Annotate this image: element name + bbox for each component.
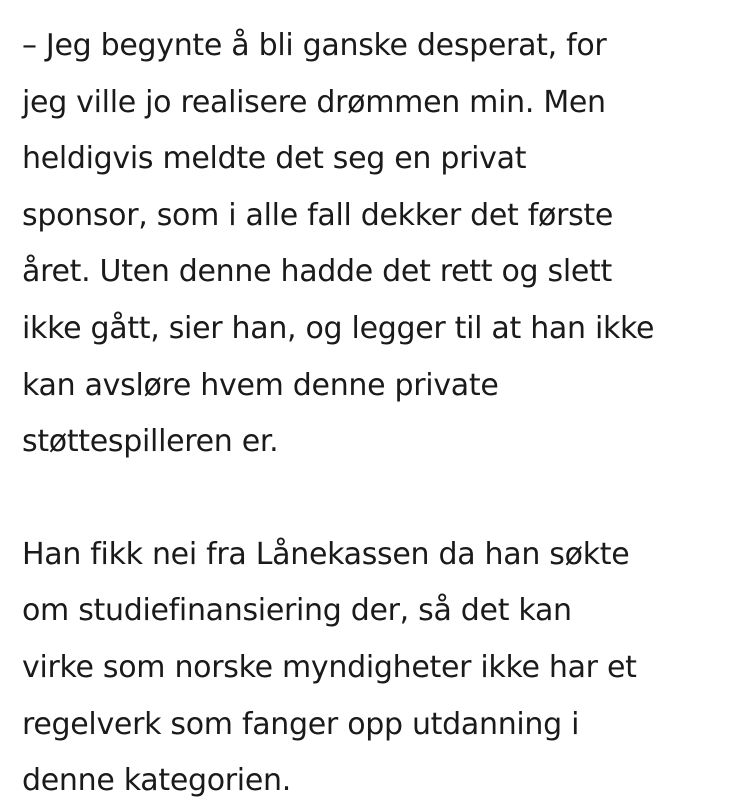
paragraph-line: regelverk som fanger opp utdanning i	[22, 706, 580, 742]
article-paragraph-lanekassen	[22, 527, 732, 810]
paragraph-line: sponsor, som i alle fall dekker det første	[22, 197, 614, 233]
article-body	[22, 18, 732, 810]
paragraph-line: virke som norske myndigheter ikke har et	[22, 649, 637, 685]
paragraph-line: året. Uten denne hadde det rett og slett	[22, 254, 612, 290]
paragraph-line: støttespilleren er.	[22, 424, 279, 460]
paragraph-line: jeg ville jo realisere drømmen min. Men	[22, 84, 606, 120]
paragraph-line: heldigvis meldte det seg en privat	[22, 141, 527, 177]
paragraph-line: denne kategorien.	[22, 763, 291, 799]
article-paragraph-quote	[22, 18, 732, 471]
paragraph-line: Han fikk nei fra Lånekassen da han søkte	[22, 536, 630, 572]
paragraph-line: – Jeg begynte å bli ganske desperat, for	[22, 28, 607, 63]
paragraph-line: kan avsløre hvem denne private	[22, 367, 499, 403]
paragraph-line: ikke gått, sier han, og legger til at han ikke	[22, 310, 655, 346]
paragraph-line: om studiefinansiering der, så det kan	[22, 593, 572, 629]
